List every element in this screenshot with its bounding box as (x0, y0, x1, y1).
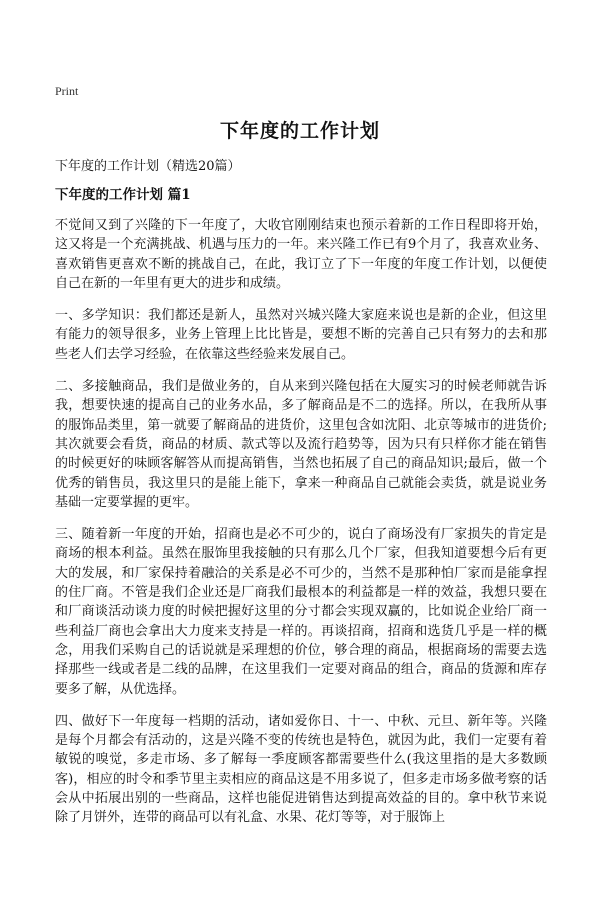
paragraph-promotion-activities: 四、做好下一年度每一档期的活动，诸如爱你日、十一、中秋、元旦、新年等。兴隆是每个月都会有活动的，这是兴隆不变的传统也是特色，就因为此，我们一定要有着敏锐的嗅觉，多走市场、多了解每一季度顾客都需要些什么(我这里指的是大多数顾客)，相应的时令和季节里主卖相应的商品这是不用多说了，但多走市场多做考察的话会从中拓展出别的一些商品，这样也能促进销售达到提高效益的目的。拿中秋节来说除了月饼外，连带的商品可以有礼盒、水果、花灯等等，对于服饰上 (55, 713, 547, 826)
paragraph-learn-knowledge: 一、多学知识：我们都还是新人，虽然对兴城兴隆大家庭来说也是新的企业，但这里有能力的领导很多，业务上管理上比比皆是，要想不断的完善自己只有努力的去和那些老人们去学习经验，在依靠这些经验来发展自己。 (55, 308, 547, 362)
print-label: Print (55, 84, 79, 98)
paragraph-intro: 不觉间又到了兴隆的下一年度了，大收官刚刚结束也预示着新的工作日程即将开始，这又将是一个充满挑战、机遇与压力的一年。来兴隆工作已有9个月了，我喜欢业务、喜欢销售更喜欢不断的挑战自己，在此，我订立了下一年度的年度工作计划，以便使自己在新的一年里有更大的进步和成绩。 (55, 218, 547, 291)
section-heading: 下年度的工作计划 篇1 (55, 187, 191, 203)
document-subtitle: 下年度的工作计划（精选20篇） (55, 159, 241, 174)
paragraph-merchant-recruitment: 三、随着新一年度的开始，招商也是必不可少的，说白了商场没有厂家损失的肯定是商场的根本利益。虽然在服饰里我接触的只有那么几个厂家，但我知道要想今后有更大的发展，和厂家保持着融洽的关系是必不可少的，当然不是那种怕厂家而是能拿捏的住厂商。不管是我们企业还是厂商我们最根本的利益都是一样的效益，我想只要在和厂商谈活动谈力度的时候把握好这里的分寸都会实现双赢的，比如说企业给厂商一些利益厂商也会拿出大力度来支持是一样的。再谈招商，招商和选货几乎是一样的概念，用我们采购自己的话说就是采理想的价位，够合理的商品，根据商场的需要去选择那些一线或者是二线的品牌，在这里我们一定要对商品的组合，商品的货源和库存要多了解，从优选择。 (55, 527, 547, 697)
document-title: 下年度的工作计划 (219, 120, 380, 142)
document-body (55, 216, 547, 841)
paragraph-contact-products: 二、多接触商品，我们是做业务的，自从来到兴隆包括在大厦实习的时候老师就告诉我，想要快速的提高自己的业务水品，多了解商品是不二的选择。所以，在我所从事的服饰品类里，第一就要了解商品的进货价，这里包含如沈阳、北京等城市的进货价;其次就要会看货，商品的材质、款式等以及流行趋势等，因为只有只样你才能在销售的时候更好的味顾客解答从而提高销售，当然也拓展了自己的商品知识;最后，做一个优秀的销售员，我这里只的是能上能下，拿来一种商品自己就能会卖货，就是说业务基础一定要掌握的更牢。 (55, 379, 547, 510)
